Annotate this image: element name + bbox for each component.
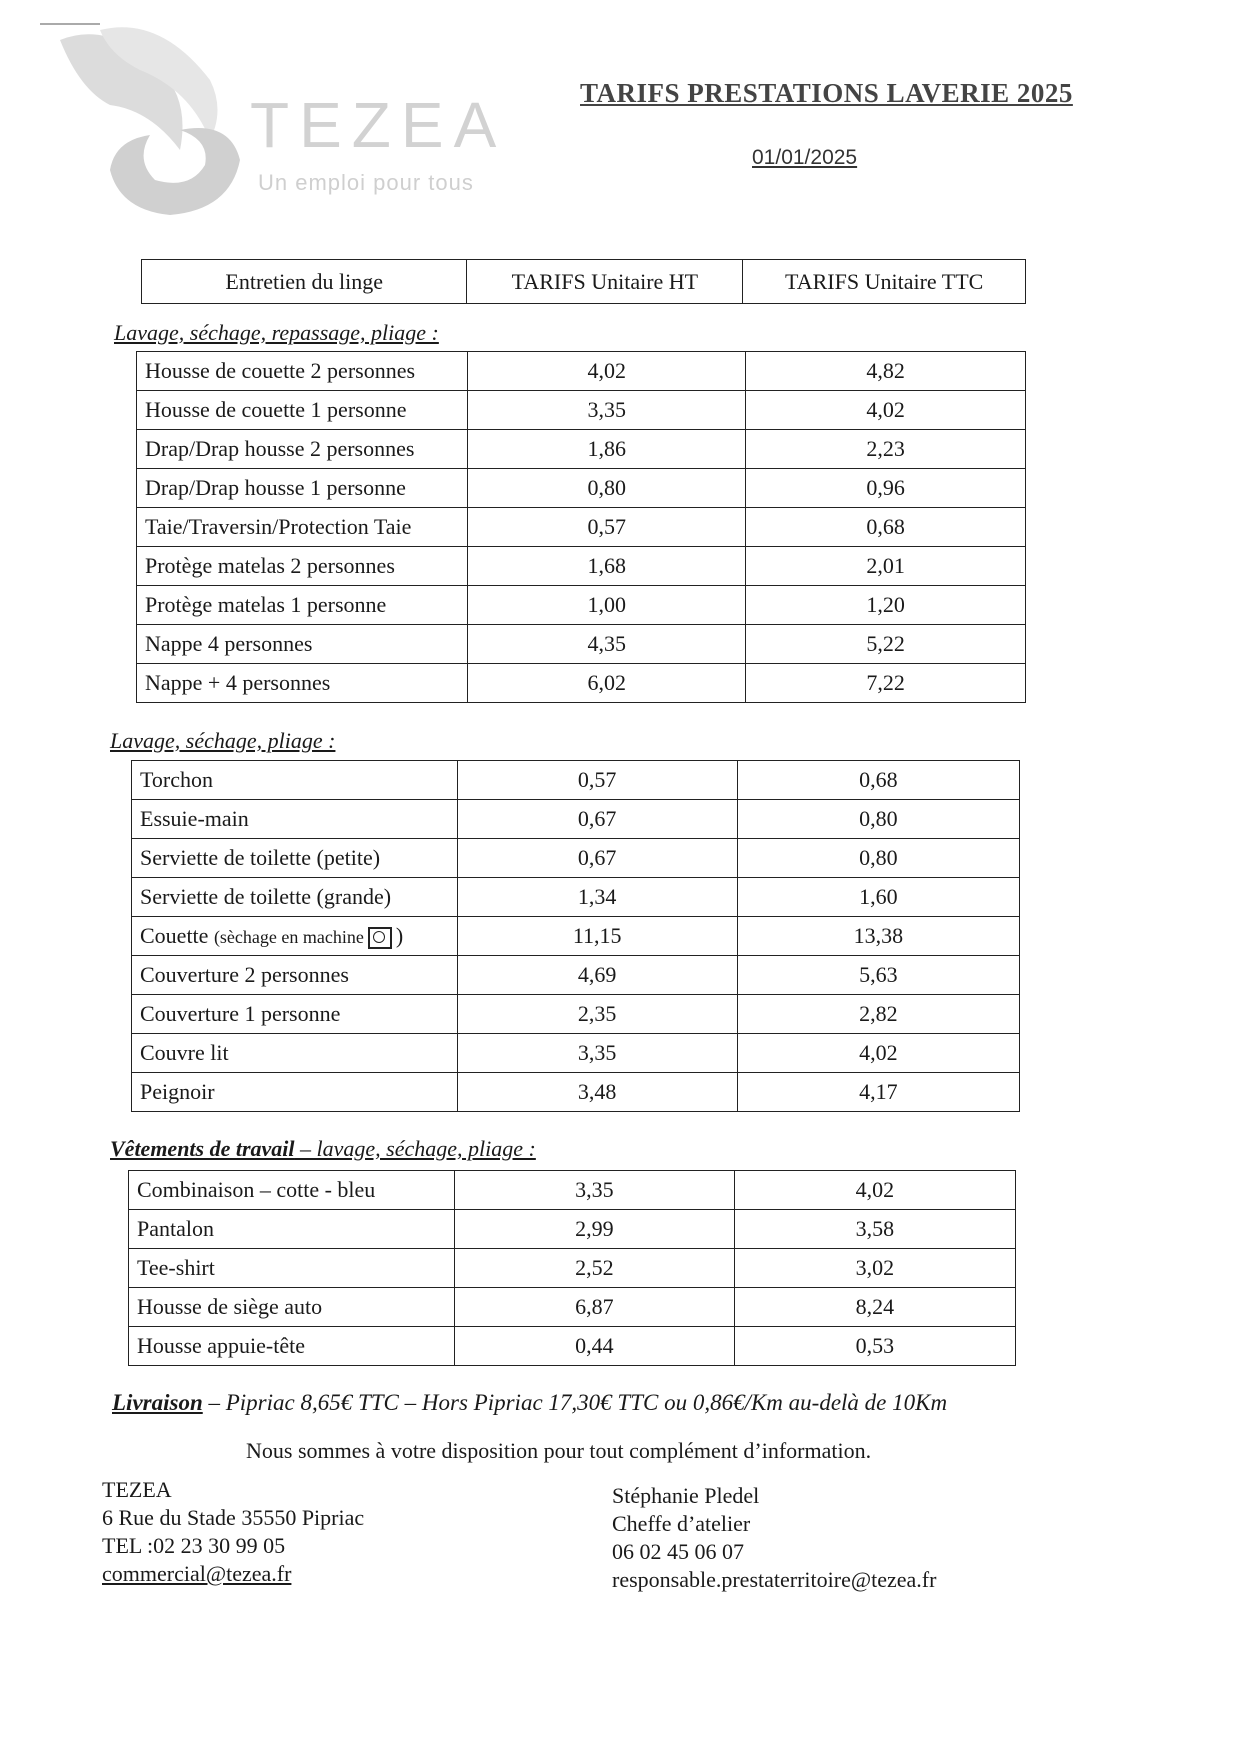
table-row [132,761,1020,800]
price-ttc: 0,80 [737,800,1019,839]
tezea-logo [40,10,507,230]
table-row [132,839,1020,878]
table-row [137,352,1026,391]
table-row [137,547,1026,586]
contact-role: Cheffe d’atelier [612,1511,751,1536]
price-ttc: 5,63 [737,956,1019,995]
item-label: Essuie-main [132,800,458,839]
price-table-pliage [131,760,1020,1112]
price-ht: 3,35 [455,1171,734,1210]
price-ttc: 0,96 [746,469,1026,508]
price-table-repassage [136,351,1026,703]
price-ttc: 3,58 [734,1210,1015,1249]
price-ht: 0,57 [457,761,737,800]
item-label: Nappe + 4 personnes [137,664,468,703]
document-date: 01/01/2025 [752,146,858,169]
tumble-dry-icon [368,927,392,949]
contact-block [612,1482,936,1594]
item-label: Housse de couette 1 personne [137,391,468,430]
section-title: Vêtements de travail – lavage, séchage, pliage : [110,1136,536,1161]
price-ht: 0,57 [468,508,746,547]
table-row [129,1210,1016,1249]
price-ht: 1,86 [468,430,746,469]
item-label: Housse de siège auto [129,1288,455,1327]
item-label: Couverture 1 personne [132,995,458,1034]
page-title: TARIFS PRESTATIONS LAVERIE 2025 [580,78,1073,108]
availability-note: Nous sommes à votre disposition pour tout complément d’information. [246,1438,872,1463]
price-ttc: 4,17 [737,1073,1019,1112]
table-row [137,664,1026,703]
table-row [137,625,1026,664]
delivery-info: Livraison – Pipriac 8,65€ TTC – Hors Pipriac 17,30€ TTC ou 0,86€/Km au-delà de 10Km [112,1390,948,1415]
contact-name: Stéphanie Pledel [612,1483,760,1508]
item-label: Protège matelas 1 personne [137,586,468,625]
table-row [129,1249,1016,1288]
price-ht: 4,02 [468,352,746,391]
table-row [137,430,1026,469]
item-label: Nappe 4 personnes [137,625,468,664]
item-label: Couette (sèchage en machine ) [132,917,458,956]
price-ttc: 2,01 [746,547,1026,586]
price-ht: 4,69 [457,956,737,995]
item-label: Drap/Drap housse 1 personne [137,469,468,508]
price-ht: 0,67 [457,800,737,839]
column-header-ht: TARIFS Unitaire HT [467,260,743,304]
item-label: Combinaison – cotte - bleu [129,1171,455,1210]
price-ttc: 4,02 [737,1034,1019,1073]
price-ht: 11,15 [457,917,737,956]
company-address-block [102,1476,364,1588]
column-header-table [141,259,1026,304]
price-ht: 2,99 [455,1210,734,1249]
table-row [137,586,1026,625]
item-label: Serviette de toilette (grande) [132,878,458,917]
price-table-vetements [128,1170,1016,1366]
item-label: Torchon [132,761,458,800]
item-note: (sèchage en machine [213,927,364,947]
price-ht: 0,80 [468,469,746,508]
company-email-link[interactable]: commercial@tezea.fr [102,1561,292,1586]
item-label: Drap/Drap housse 2 personnes [137,430,468,469]
price-ttc: 13,38 [737,917,1019,956]
company-phone: TEL :02 23 30 99 05 [102,1533,286,1558]
table-row [132,995,1020,1034]
price-ttc: 5,22 [746,625,1026,664]
price-ttc: 0,80 [737,839,1019,878]
item-label: Tee-shirt [129,1249,455,1288]
item-label: Couvre lit [132,1034,458,1073]
price-ttc: 4,02 [746,391,1026,430]
item-label: Pantalon [129,1210,455,1249]
price-ht: 6,87 [455,1288,734,1327]
table-row [129,1288,1016,1327]
item-label: Peignoir [132,1073,458,1112]
price-ht: 4,35 [468,625,746,664]
logo-tagline: Un emploi pour tous [258,170,474,195]
price-ht: 3,35 [457,1034,737,1073]
price-ttc: 4,82 [746,352,1026,391]
item-label: Taie/Traversin/Protection Taie [137,508,468,547]
price-ht: 2,35 [457,995,737,1034]
table-row [137,469,1026,508]
price-ht: 0,44 [455,1327,734,1366]
table-row [132,878,1020,917]
price-ht: 1,34 [457,878,737,917]
price-ht: 3,35 [468,391,746,430]
logo-wordmark: TEZEA [250,89,507,161]
item-label: Protège matelas 2 personnes [137,547,468,586]
price-ttc: 0,68 [746,508,1026,547]
section-title: Lavage, séchage, repassage, pliage : [114,320,439,345]
company-address: 6 Rue du Stade 35550 Pipriac [102,1505,365,1530]
item-label: Couverture 2 personnes [132,956,458,995]
table-row [129,1171,1016,1210]
price-ttc: 2,82 [737,995,1019,1034]
item-label: Housse de couette 2 personnes [137,352,468,391]
bird-logo-icon [40,10,270,230]
price-ttc: 0,68 [737,761,1019,800]
price-ht: 2,52 [455,1249,734,1288]
table-row [132,1073,1020,1112]
table-row [132,917,1020,956]
section-title: Lavage, séchage, pliage : [110,728,336,753]
price-ht: 6,02 [468,664,746,703]
price-ht: 1,68 [468,547,746,586]
item-label: Housse appuie-tête [129,1327,455,1366]
table-row [132,956,1020,995]
item-label: Serviette de toilette (petite) [132,839,458,878]
price-ttc: 2,23 [746,430,1026,469]
price-ttc: 4,02 [734,1171,1015,1210]
price-ht: 1,00 [468,586,746,625]
price-ttc: 1,60 [737,878,1019,917]
contact-phone: 06 02 45 06 07 [612,1539,744,1564]
company-name: TEZEA [102,1477,172,1502]
column-header-ttc: TARIFS Unitaire TTC [743,260,1026,304]
price-ttc: 0,53 [734,1327,1015,1366]
column-header-item: Entretien du linge [142,260,467,304]
table-row [132,1034,1020,1073]
table-row [137,508,1026,547]
table-row [129,1327,1016,1366]
price-ttc: 3,02 [734,1249,1015,1288]
price-ttc: 7,22 [746,664,1026,703]
price-ttc: 8,24 [734,1288,1015,1327]
price-ttc: 1,20 [746,586,1026,625]
table-row [137,391,1026,430]
contact-email[interactable]: responsable.prestaterritoire@tezea.fr [612,1567,937,1592]
price-ht: 3,48 [457,1073,737,1112]
price-ht: 0,67 [457,839,737,878]
table-row [132,800,1020,839]
